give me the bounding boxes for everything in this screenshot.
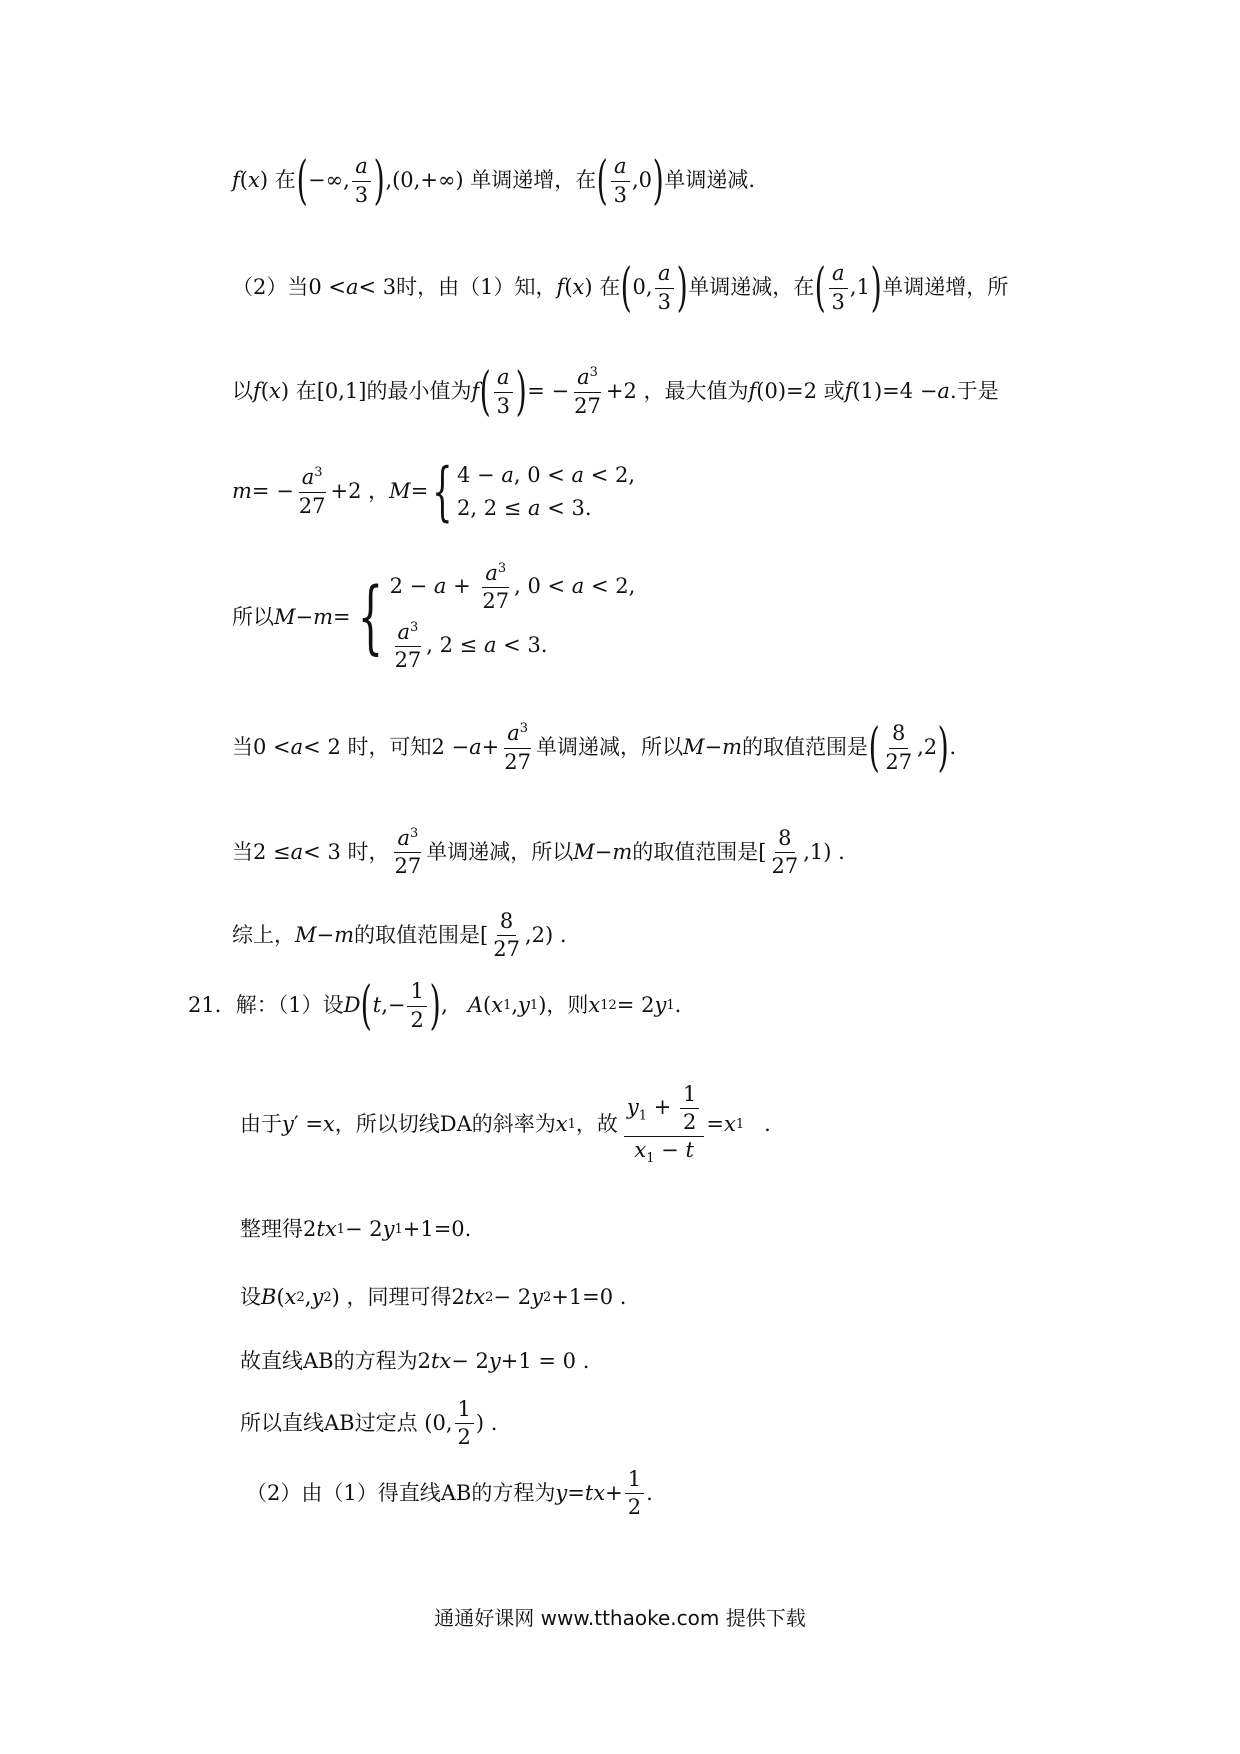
math-line: 整理得2 t x 1 − 2 y 1 +1=0. xyxy=(240,1217,472,1241)
math-line: 当0 < a < 2 时，可知2 − a + $\frac{a^3}{27}$ 单调递减，所以 M − m 的取值范围是 ( $\frac{8}{27}$ ,2 ) . xyxy=(232,718,957,778)
math-line: 所以直线AB过定点 (0, $\frac{1}{2}$ ) . xyxy=(240,1397,498,1450)
math-line: 故直线AB的方程为2 t x − 2 y +1 = 0 . xyxy=(240,1349,590,1373)
math-line: 21．解：（1）设 D ( t ,− $\frac{1}{2}$ ) , A ( x 1 , y 1 )，则 x 1 2 = 2 y 1 . xyxy=(188,976,682,1036)
math-line: 由于 y ′ = x ，所以切线DA的斜率为 x 1 ，故 $y_1$ + $\frac{1}{2}$ $x_1 - t$ = x 1 . xyxy=(240,1082,771,1167)
math-line: m = − $\frac{a^3}{27}$ +2 ， M = { 4 − a, 0 < a < 2, 2, 2 ≤ a < 3. xyxy=(232,455,636,529)
math-line: （2）由（1）得直线AB的方程为 y = t x + $\frac{1}{2}$ . xyxy=(246,1467,653,1520)
footer-text: 通通好课网 www.tthaoke.com 提供下载 xyxy=(434,1606,806,1630)
math-line: （2）当0 < a < 3时，由（1）知， f ( x ) 在 ( 0, $\frac{a}{3}$ ) 单调递减，在 ( $\frac{a}{3}$ ,1 ) 单调递增，所 xyxy=(232,258,1009,318)
math-line: f ( x ) 在 ( −∞, $\frac{a}{3}$ ) ,(0,+∞) 单调递增，在 ( $\frac{a}{3}$ ,0 ) 单调递减. xyxy=(232,151,756,211)
math-line: 当2 ≤ a < 3 时， $\frac{a^3}{27}$ 单调递减，所以 M − m 的取值范围是[ $\frac{8}{27}$ ,1) . xyxy=(232,826,845,879)
math-line: 综上， M − m 的取值范围是[ $\frac{8}{27}$ ,2) . xyxy=(232,909,567,962)
math-line: 设 B ( x 2 , y 2 ) ，同理可得2 t x 2 − 2 y 2 +1=0 . xyxy=(240,1285,627,1309)
math-line: 所以 M − m = { 2 − a + $\frac{a^3}{27}$ , 0 < a < 2, $\frac{a^3}{27}$ , 2 ≤ a < 3. xyxy=(232,561,636,673)
math-line: 以 f ( x ) 在[0,1]的最小值为 f ( $\frac{a}{3}$ ) = − $\frac{a^3}{27}$ +2 ，最大值为 f (0)=2 或 f (1)=4 − a .于是 xyxy=(232,362,999,422)
